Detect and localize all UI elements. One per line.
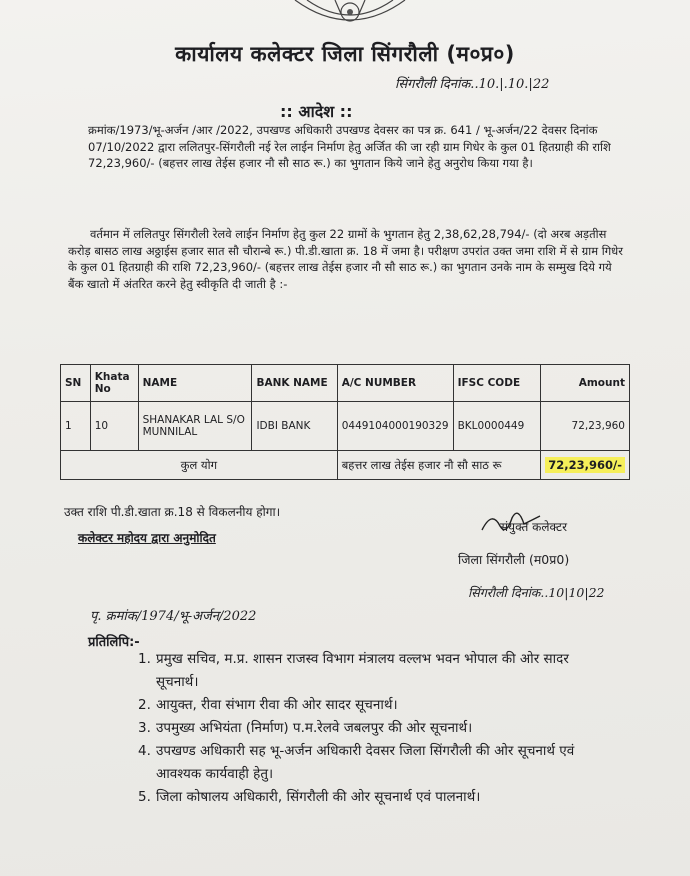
list-item-number: 4. (138, 742, 151, 759)
list-item-number: 5. (138, 788, 151, 805)
cell-sn: 1 (61, 402, 91, 451)
total-amount: 72,23,960/- (545, 457, 625, 473)
header-khata: Khata No (90, 365, 138, 402)
list-item-continuation: सूचनार्थ। (156, 673, 199, 690)
list-item-text: उपखण्ड अधिकारी सह भू-अर्जन अधिकारी देवसर जिला सिंगरौली की ओर सूचनार्थ एवं (156, 742, 575, 759)
cell-ifsc: BKL0000449 (453, 402, 541, 451)
list-item-continuation: आवश्यक कार्यवाही हेतु। (156, 765, 274, 782)
payment-table (60, 364, 630, 480)
header-ifsc: IFSC CODE (453, 365, 541, 402)
order-heading: :: आदेश :: (280, 102, 353, 121)
list-item-number: 1. (138, 651, 151, 667)
signatory-office: जिला सिंगरौली (म0प्र0) (458, 552, 570, 567)
order-paragraph-2 (68, 226, 628, 293)
list-item (138, 648, 658, 694)
cell-amount: 72,23,960 (541, 402, 630, 451)
list-item-number: 2. (138, 696, 151, 713)
state-emblem (275, 0, 425, 36)
cell-bank: IDBI BANK (252, 402, 337, 451)
signature-date: सिंगरौली दिनांक..10|10|22 (468, 585, 605, 600)
total-amount-words: बहत्तर लाख तेईस हजार नौ सौ साठ रू (337, 451, 541, 480)
header-sn: SN (61, 365, 91, 402)
header-bank: BANK NAME (252, 365, 337, 402)
cell-khata: 10 (90, 402, 138, 451)
list-item-text: प्रमुख सचिव, म.प्र. शासन राजस्व विभाग मंत्रालय वल्लभ भवन भोपाल की ओर सादर (156, 651, 569, 667)
list-item-text: आयुक्त, रीवा संभाग रीवा की ओर सादर सूचनार्थ। (156, 696, 398, 713)
header-amount: Amount (541, 365, 630, 402)
header-name: NAME (138, 365, 252, 402)
list-item (138, 694, 658, 717)
table-header-row (61, 365, 630, 402)
copy-label: प्रतिलिपि:- (88, 635, 140, 650)
total-amount-cell (541, 451, 630, 480)
list-item-number: 3. (138, 719, 151, 736)
list-item (138, 717, 658, 740)
table-row (61, 402, 630, 451)
header-account: A/C NUMBER (337, 365, 453, 402)
list-item-text: जिला कोषालय अधिकारी, सिंगरौली की ओर सूचनार्थ एवं पालनार्थ। (156, 788, 481, 805)
cell-name: SHANAKAR LAL S/O MUNNILAL (138, 402, 252, 451)
list-item-text: उपमुख्य अभियंता (निर्माण) प.म.रेलवे जबलपुर की ओर सूचनार्थ। (156, 719, 473, 736)
cell-account: 0449104000190329 (337, 402, 453, 451)
total-label: कुल योग (61, 451, 338, 480)
total-row (61, 451, 630, 480)
copy-list (138, 648, 658, 809)
order-paragraph-1: क्रमांक/1973/भू-अर्जन /आर /2022, उपखण्ड अधिकारी उपखण्ड देवसर का पत्र क्र. 641 / भू-अर्जन/22 देवसर दिनांक 07/10/2022 द्वारा ललितपुर-सिंगरौली नई रेल लाईन निर्माण हेतु अर्जित की जा रही ग्राम गिधेर के कुल 01 हितग्राही की राशि 72,23,960/- (बहत्तर लाख तेईस हजार नौ सौ साठ रू.) का भुगतान किये जाने हेतु अनुरोध किया गया है। (88, 123, 611, 171)
list-item (138, 740, 658, 786)
order-paragraph-2-text: वर्तमान में ललितपुर सिंगरौली रेलवे लाईन निर्माण हेतु कुल 22 ग्रामों के भुगतान हेतु 2,38,62,28,794/- (दो अरब अड़तीस करोड़ बासठ लाख अठ्ठाईस हजार सात सौ चौरान्बे रू.) पी.डी.खाता क्र. 18 में जमा है। परीक्षण उपरांत उक्त जमा राशि में से ग्राम गिधेर के कुल 01 हितग्राही की राशि 72,23,960/- (बहत्तर लाख तेईस हजार नौ सौ साठ रू.) का भुगतान उनके नाम के सम्मुख दिये गये बैंक खातो में अंतरित करने हेतु स्वीकृति दी जाती है :- (68, 227, 623, 292)
signatory-title: संयुक्त कलेक्टर (500, 520, 568, 534)
approval-note: कलेक्टर महोदय द्वारा अनुमोदित (78, 531, 216, 545)
copy-reference: पृ. क्रमांक/1974/भू-अर्जन/2022 (90, 609, 257, 624)
office-title: कार्यालय कलेक्टर जिला सिंगरौली (म०प्र०) (175, 42, 515, 66)
debit-note: उक्त राशि पी.डी.खाता क्र.18 से विकलनीय होगा। (64, 505, 281, 519)
list-item (138, 786, 658, 809)
order-date: सिंगरौली दिनांक..10.|.10.|22 (395, 77, 550, 92)
